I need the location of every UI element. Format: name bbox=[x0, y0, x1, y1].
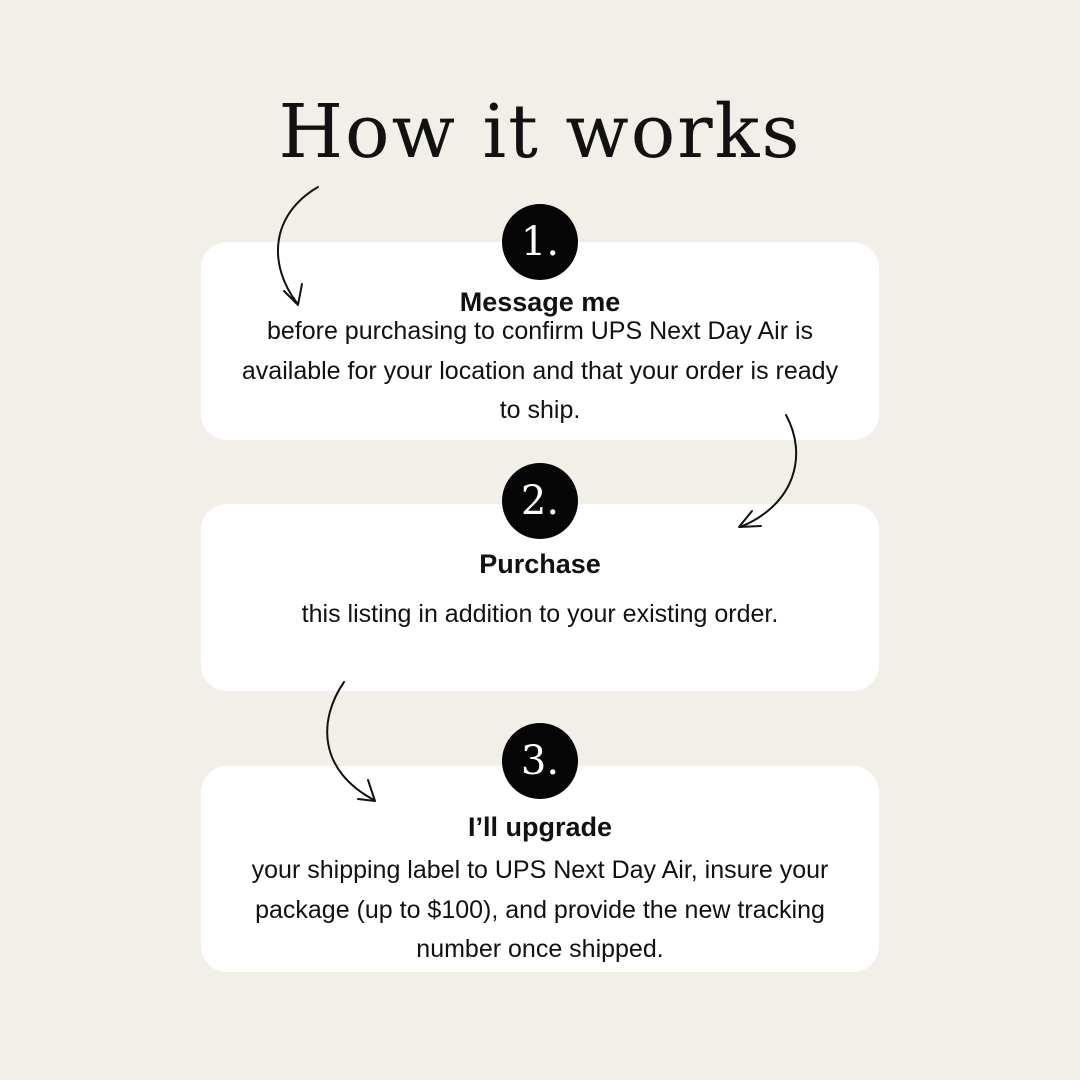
step-number-badge: 3. bbox=[502, 723, 578, 799]
step-heading: I’ll upgrade bbox=[467, 812, 613, 842]
step-description: before purchasing to confirm UPS Next Day Air is available for your location and that your order is ready to ship. bbox=[241, 317, 839, 424]
step-heading: Message me bbox=[459, 287, 621, 317]
page-title: How it works bbox=[278, 89, 802, 175]
step-heading: Purchase bbox=[479, 549, 601, 579]
step-number-badge: 2. bbox=[502, 463, 578, 539]
step-description: your shipping label to UPS Next Day Air, insure your package (up to $100), and provide the new tracking number once shipped. bbox=[251, 856, 829, 963]
step-description: this listing in addition to your existing order. bbox=[301, 600, 779, 628]
step-number-badge: 1. bbox=[502, 204, 578, 280]
